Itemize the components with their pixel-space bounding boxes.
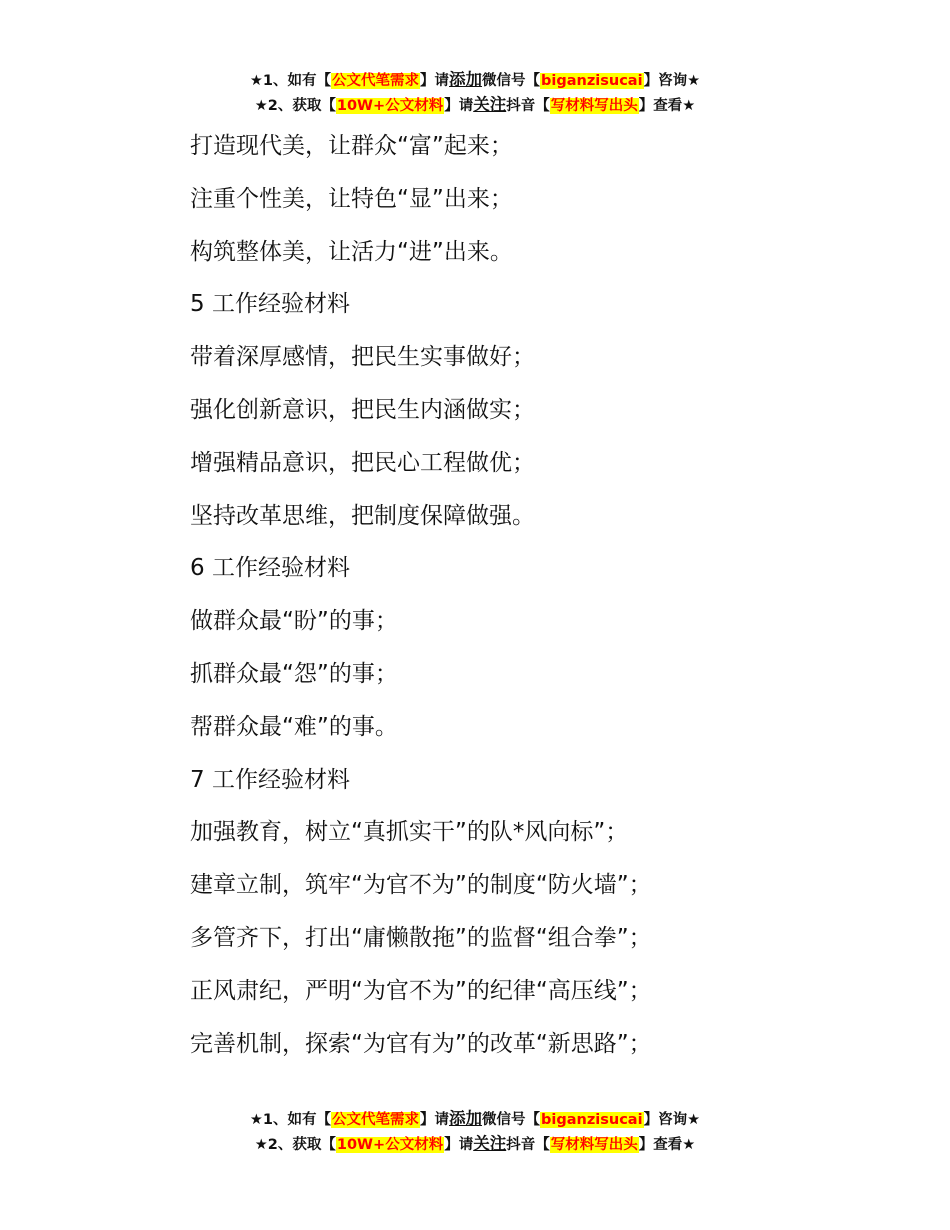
banner-line-1	[0, 68, 950, 93]
paragraph: 坚持改革思维，把制度保障做强。	[190, 502, 535, 529]
banner-text: 微信号【	[482, 73, 541, 89]
footer-banner	[0, 1107, 950, 1157]
paragraph: 增强精品意识，把民心工程做优；	[190, 449, 535, 476]
banner-text: 】咨询★	[643, 73, 701, 89]
paragraph: 强化创新意识，把民生内涵做实；	[190, 396, 535, 423]
document-body	[190, 120, 810, 1070]
paragraph: 加强教育，树立“真抓实干”的队*风向标”；	[190, 819, 629, 846]
banner-text: 】咨询★	[643, 1112, 701, 1128]
paragraph: 正风肃纪，严明“为官不为”的纪律“高压线”；	[190, 977, 652, 1004]
paragraph: 抓群众最“怨”的事；	[190, 660, 398, 687]
paragraph: 完善机制，探索“为官有为”的改革“新思路”；	[190, 1030, 652, 1057]
paragraph: 帮群众最“难”的事。	[190, 713, 398, 740]
banner-text: 】请	[444, 98, 474, 114]
banner-highlight-douyin-name: 写材料写出头	[550, 1137, 638, 1153]
banner-line-1	[0, 1107, 950, 1132]
banner-underlined-text: 关注	[473, 95, 507, 114]
paragraph: 多管齐下，打出“庸懒散拖”的监督“组合拳”；	[190, 924, 652, 951]
section-heading: 5 工作经验材料	[190, 291, 350, 318]
banner-line-2	[0, 1132, 950, 1157]
banner-highlight: 公文代笔需求	[332, 73, 420, 89]
banner-text: ★1、如有【	[249, 73, 332, 89]
banner-text: ★2、获取【	[254, 1137, 336, 1153]
banner-highlight: 10W+公文材料	[336, 98, 444, 114]
banner-highlight-douyin-name: 写材料写出头	[550, 98, 638, 114]
paragraph: 注重个性美，让特色“显”出来；	[190, 185, 513, 212]
paragraph: 构筑整体美，让活力“进”出来。	[190, 238, 513, 265]
paragraph: 建章立制，筑牢“为官不为”的制度“防火墙”；	[190, 872, 652, 899]
banner-text: ★1、如有【	[249, 1112, 332, 1128]
banner-text: 】查看★	[638, 1137, 696, 1153]
banner-text: 抖音【	[506, 98, 550, 114]
banner-text: 】请	[444, 1137, 474, 1153]
banner-text: 】请	[420, 1112, 450, 1128]
banner-underlined-text: 关注	[473, 1134, 507, 1153]
banner-underlined-text: 添加	[449, 1109, 483, 1128]
banner-highlight: 10W+公文材料	[336, 1137, 444, 1153]
paragraph: 做群众最“盼”的事；	[190, 608, 398, 635]
banner-highlight: 公文代笔需求	[332, 1112, 420, 1128]
banner-underlined-text: 添加	[449, 70, 483, 89]
paragraph: 打造现代美，让群众“富”起来；	[190, 133, 513, 159]
header-banner	[0, 68, 950, 118]
section-heading: 6 工作经验材料	[190, 555, 350, 582]
banner-line-2	[0, 93, 950, 118]
section-heading: 7 工作经验材料	[190, 766, 350, 793]
banner-highlight-wechat-id: biganzisucai	[541, 73, 643, 89]
banner-text: 微信号【	[482, 1112, 541, 1128]
banner-highlight-wechat-id: biganzisucai	[541, 1112, 643, 1128]
banner-text: 】查看★	[638, 98, 696, 114]
banner-text: 】请	[420, 73, 450, 89]
paragraph: 带着深厚感情，把民生实事做好；	[190, 344, 535, 371]
banner-text: ★2、获取【	[254, 98, 336, 114]
banner-text: 抖音【	[506, 1137, 550, 1153]
